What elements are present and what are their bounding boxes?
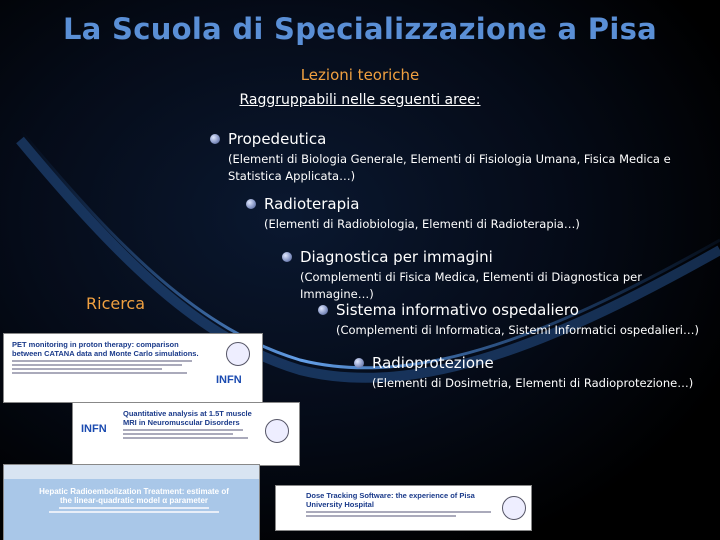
section-subtitle: Lezioni teoriche xyxy=(300,66,420,84)
paper-title: Dose Tracking Software: the experience of Pisa University Hospital xyxy=(306,491,475,509)
area-description: (Complementi di Informatica, Sistemi Informatici ospedalieri…) xyxy=(336,323,699,337)
intro-text: Raggruppabili nelle seguenti aree: xyxy=(239,92,481,108)
page-title: La Scuola di Specializzazione a Pisa xyxy=(62,12,658,46)
infn-logo: INFN xyxy=(81,423,107,435)
paper-thumbnail-mri xyxy=(72,402,300,466)
ricerca-label: Ricerca xyxy=(86,294,146,313)
paper-thumbnail-dose-tracking xyxy=(275,485,532,531)
area-item-sistema-informativo xyxy=(318,301,713,339)
bullet-icon xyxy=(354,358,364,368)
area-description: (Elementi di Dosimetria, Elementi di Radioprotezione…) xyxy=(372,376,694,390)
area-title: Propedeutica xyxy=(228,130,327,148)
area-description: (Complementi di Fisica Medica, Elementi di Diagnostica per Immagine…) xyxy=(300,270,642,301)
bullet-icon xyxy=(318,305,328,315)
area-item-radioterapia xyxy=(246,195,686,233)
bullet-icon xyxy=(282,252,292,262)
paper-title: Hepatic Radioembolization Treatment: estimate of the linear-quadratic model α parameter xyxy=(39,487,229,505)
area-item-propedeutica xyxy=(210,130,690,185)
paper-thumbnail-radioembolization xyxy=(3,464,260,540)
paper-thumbnail-pet xyxy=(3,333,263,403)
paper-title: Quantitative analysis at 1.5T muscle MRI in Neuromuscular Disorders xyxy=(123,409,252,427)
bullet-icon xyxy=(210,134,220,144)
university-seal-icon xyxy=(502,496,526,520)
area-item-radioprotezione xyxy=(354,354,704,392)
hospital-seal-icon xyxy=(265,419,289,443)
university-seal-icon xyxy=(226,342,250,366)
area-title: Radioterapia xyxy=(264,195,360,213)
infn-logo: INFN xyxy=(216,374,242,386)
area-title: Radioprotezione xyxy=(372,354,494,372)
bullet-icon xyxy=(246,199,256,209)
area-description: (Elementi di Biologia Generale, Elementi di Fisiologia Umana, Fisica Medica e Statistica Applicata…) xyxy=(228,152,671,183)
paper-title: PET monitoring in proton therapy: comparison between CATANA data and Monte Carlo simulations. xyxy=(12,340,199,358)
area-description: (Elementi di Radiobiologia, Elementi di Radioterapia…) xyxy=(264,217,580,231)
area-title: Sistema informativo ospedaliero xyxy=(336,301,579,319)
area-item-diagnostica xyxy=(282,248,712,303)
area-title: Diagnostica per immagini xyxy=(300,248,493,266)
